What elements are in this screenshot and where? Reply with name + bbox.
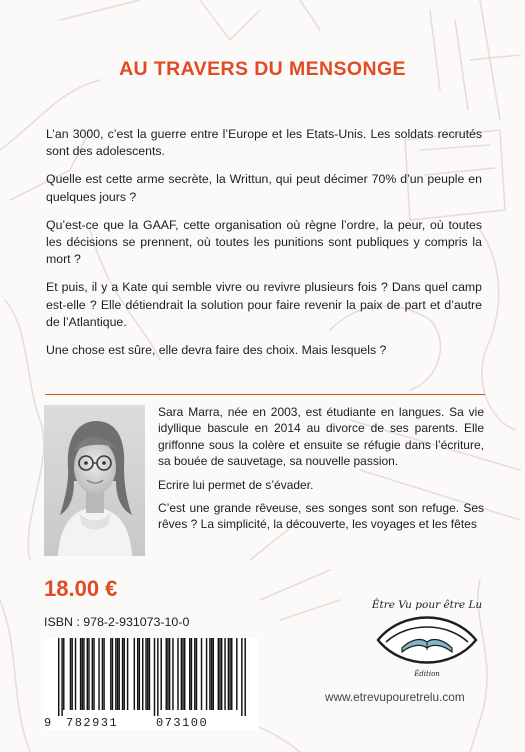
barcode-bar [88,638,89,710]
barcode-bar [201,638,202,710]
barcode-bar [219,638,220,710]
barcode-bar [147,638,148,710]
barcode-bar [142,638,143,710]
author-photo [44,405,145,556]
barcode-bar [122,638,123,710]
barcode-bar [236,638,237,710]
synopsis-paragraph: L’an 3000, c’est la guerre entre l’Europe et les Etats-Unis. Les soldats recrutés sont des adolescents. [46,127,482,159]
barcode-bar [118,638,119,710]
barcode-bar [206,638,207,710]
synopsis-paragraph: Et puis, il y a Kate qui semble vivre ou revivre plusieurs fois ? Dans quel camp est-elle ? Elle détiendrait la solution pour faire revenir la paix de part et d’autre de l’Atlantique. [46,280,482,329]
barcode-bar [70,638,71,710]
bio-paragraph: Sara Marra, née en 2003, est étudiante en langues. Sa vie idyllique bascule en 2014 au divorce de ses parents. Elle griffonne sous la colère et ensuite se réfugie dans l’écriture, sa bouée de sauvetage, sa nouvelle passion. [158,405,484,469]
barcode-digits-left: 782931 [66,716,119,730]
barcode-bar [244,638,245,716]
barcode-bar [112,638,113,710]
barcode-bar [82,638,83,710]
publisher-logo-subtitle: Édition [414,670,440,678]
book-title: AU TRAVERS DU MENSONGE [119,58,406,80]
barcode-bar [231,638,232,710]
barcode-bar [61,638,62,716]
bio-paragraph: Ecrire lui permet de s’évader. [158,477,314,492]
isbn-label: ISBN : 978-2-931073-10-0 [44,615,190,629]
barcode-bar [92,638,93,710]
barcode-bar [177,638,178,710]
barcode-bar [209,638,210,710]
barcode-bar [196,638,197,710]
barcode-bar [189,638,190,710]
barcode-bar [58,638,59,716]
barcode-bar [160,638,161,710]
bio-paragraph: C’est une grande rêveuse, ses songes sont son refuge. Ses rêves ? La simplicité, la découverte, les voyages et les fêtes [158,501,484,532]
section-divider [45,394,485,395]
barcode-bar [166,638,167,710]
barcode-bar [134,638,135,710]
barcode-bar [218,638,219,710]
barcode-bar [63,638,64,710]
sketch-stroke [0,600,30,752]
publisher-logo [372,578,482,690]
synopsis-paragraph: Qu’est-ce que la GAAF, cette organisation où règne l’ordre, la peur, où toutes les décisions se prennent, où toutes les punitions sont publiques y compris la mort ? [46,217,482,267]
synopsis-paragraph: Quelle est cette arme secrète, la Writtun, qui peut décimer 70% d’un peuple en quelques jours ? [46,172,482,204]
barcode-bar [224,638,225,710]
barcode-digits-right: 073100 [156,716,209,730]
sketch-stroke [5,300,44,560]
barcode-bar [115,638,116,710]
barcode-bars [52,638,252,718]
barcode-bar [191,638,192,710]
barcode-bar [172,638,173,710]
barcode-bar [117,638,118,710]
barcode-bar [194,638,195,710]
barcode-bar [167,638,168,710]
barcode-bar [83,638,84,710]
barcode-bar [110,638,111,710]
barcode-bar [184,638,185,710]
barcode-bar [213,638,214,710]
barcode-digit-prefix: 9 [44,716,53,730]
barcode-bar [98,638,99,710]
barcode-bar [93,638,94,710]
publisher-website-link[interactable]: www.etrevupouretrelu.com [325,690,465,704]
barcode-bar [80,638,81,710]
barcode-bar [229,638,230,710]
isbn-barcode [44,638,259,730]
barcode-bar [124,638,125,710]
barcode-bar [87,638,88,710]
barcode-bar [103,638,104,710]
sketch-stroke [60,0,320,40]
book-synopsis [46,126,482,370]
barcode-bar [127,638,128,710]
author-biography [158,404,484,540]
barcode-bar [71,638,72,710]
barcode-bar [149,638,150,710]
barcode-bar [169,638,170,710]
sketch-stroke [480,230,515,430]
barcode-bar [182,638,183,710]
barcode-bar [211,638,212,710]
barcode-bar [154,638,155,716]
barcode-bar [181,638,182,710]
barcode-bar [157,638,158,716]
barcode-bar [228,638,229,710]
barcode-bar [221,638,222,710]
publisher-logo-name: Être Vu pour être Lu [372,599,482,611]
barcode-bar [145,638,146,710]
barcode-bar [102,638,103,710]
synopsis-paragraph: Une chose est sûre, elle devra faire des choix. Mais lesquels ? [46,343,387,358]
book-price: 18.00 € [44,576,118,601]
barcode-bar [241,638,242,716]
barcode-bar [137,638,138,710]
barcode-bar [139,638,140,710]
barcode-bar [75,638,76,710]
